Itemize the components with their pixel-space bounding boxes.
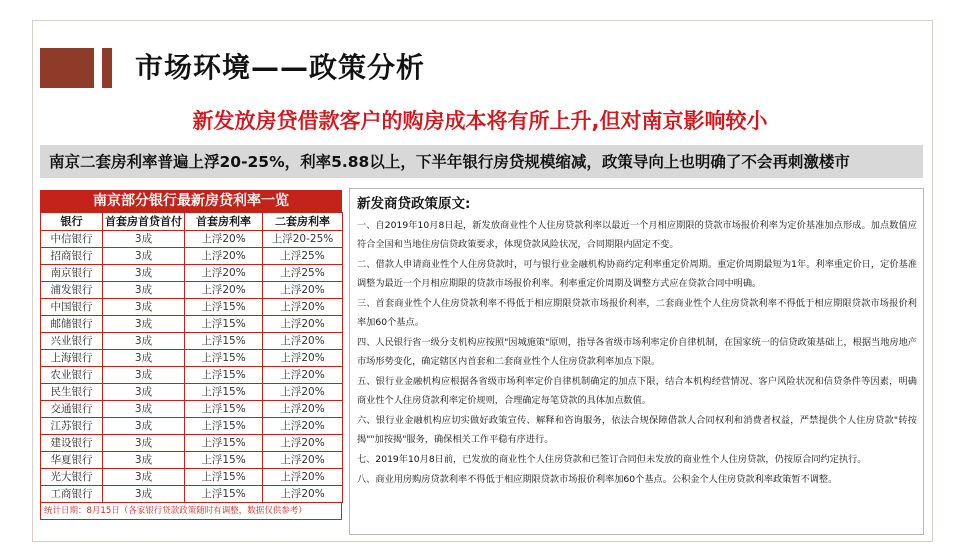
rate-cell: 3成 <box>103 435 185 452</box>
bank-name-cell: 中信银行 <box>41 231 103 248</box>
rate-cell: 3成 <box>103 452 185 469</box>
bank-name-cell: 交通银行 <box>41 401 103 418</box>
bank-name-cell: 农业银行 <box>41 367 103 384</box>
table-row <box>41 350 343 367</box>
rate-cell: 上浮20% <box>263 418 343 435</box>
bank-name-cell: 南京银行 <box>41 265 103 282</box>
rate-cell: 上浮20% <box>263 384 343 401</box>
table-row <box>41 367 343 384</box>
rate-cell: 上浮20% <box>263 282 343 299</box>
policy-item: 七、2019年10月8日前，已发放的商业性个人住房贷款和已签订合同但未发放的商业性个人住房贷款，仍按原合同约定执行。 <box>357 454 867 465</box>
rate-cell: 上浮20% <box>185 248 263 265</box>
table-row <box>41 469 343 486</box>
policy-item: 四、人民银行省一级分支机构应按照"因城施策"原则，指导各省级市场利率定价自律机制，在国家统一的信贷政策基础上，根据当地房地产市场形势变化，确定辖区内首套和二套商业性个人住房贷款利率加点下限。 <box>357 337 917 367</box>
table-row <box>41 435 343 452</box>
rate-cell: 上浮15% <box>185 316 263 333</box>
rate-cell: 上浮20-25% <box>263 231 343 248</box>
rate-cell: 上浮15% <box>185 452 263 469</box>
bank-name-cell: 建设银行 <box>41 435 103 452</box>
rate-cell: 上浮20% <box>263 452 343 469</box>
policy-item-list <box>357 216 917 490</box>
policy-title: 新发商贷政策原文: <box>357 196 471 212</box>
bank-name-cell: 浦发银行 <box>41 282 103 299</box>
rate-cell: 上浮15% <box>185 367 263 384</box>
rate-table <box>40 212 343 503</box>
table-row <box>41 333 343 350</box>
table-row <box>41 486 343 503</box>
column-header: 首套房首贷首付 <box>103 213 185 231</box>
rate-cell: 上浮20% <box>263 486 343 503</box>
rate-cell: 3成 <box>103 350 185 367</box>
policy-item: 五、银行业金融机构应根据各省级市场利率定价自律机制确定的加点下限，结合本机构经营情况、客户风险状况和信贷条件等因素，明确商业性个人住房贷款利率定价规则，合理确定每笔贷款的具体加点数值。 <box>357 376 917 406</box>
table-row <box>41 316 343 333</box>
table-row <box>41 384 343 401</box>
rate-cell: 上浮20% <box>263 299 343 316</box>
rate-cell: 上浮20% <box>263 469 343 486</box>
rate-cell: 上浮15% <box>185 418 263 435</box>
bank-name-cell: 光大银行 <box>41 469 103 486</box>
rate-cell: 上浮20% <box>263 401 343 418</box>
rate-cell: 上浮15% <box>185 333 263 350</box>
table-row <box>41 282 343 299</box>
column-header: 首套房利率 <box>185 213 263 231</box>
table-row <box>41 231 343 248</box>
summary-banner <box>40 145 923 178</box>
bank-name-cell: 民生银行 <box>41 384 103 401</box>
rate-cell: 3成 <box>103 299 185 316</box>
bank-name-cell: 江苏银行 <box>41 418 103 435</box>
policy-item: 二、借款人申请商业性个人住房贷款时，可与银行业金融机构协商约定利率重定价周期。重定价周期最短为1年。利率重定价日，定价基准调整为最近一个月相应期限的贷款市场报价利率。利率重定价周期及调整方式应在贷款合同中明确。 <box>357 259 917 289</box>
bank-name-cell: 工商银行 <box>41 486 103 503</box>
rate-cell: 上浮20% <box>185 265 263 282</box>
table-header-row <box>41 213 343 231</box>
bank-name-cell: 兴业银行 <box>41 333 103 350</box>
rate-cell: 上浮20% <box>263 350 343 367</box>
rate-cell: 上浮20% <box>263 435 343 452</box>
rate-cell: 3成 <box>103 265 185 282</box>
bank-name-cell: 上海银行 <box>41 350 103 367</box>
rate-cell: 3成 <box>103 231 185 248</box>
rate-cell: 3成 <box>103 418 185 435</box>
rate-cell: 上浮15% <box>185 469 263 486</box>
summary-banner-text: 南京二套房利率普遍上浮20-25%，利率5.88以上，下半年银行房贷规模缩减，政策导向上也明确了不会再刺激楼市 <box>49 153 850 171</box>
rate-cell: 上浮15% <box>185 384 263 401</box>
table-row <box>41 418 343 435</box>
table-row <box>41 299 343 316</box>
rate-cell: 上浮20% <box>185 231 263 248</box>
policy-item: 八、商业用房购房贷款利率不得低于相应期限贷款市场报价利率加60个基点。公积金个人住房贷款利率政策暂不调整。 <box>357 474 838 485</box>
rate-cell: 上浮25% <box>263 265 343 282</box>
rate-cell: 上浮15% <box>185 350 263 367</box>
rate-cell: 上浮20% <box>185 282 263 299</box>
rate-cell: 上浮20% <box>263 367 343 384</box>
rate-cell: 3成 <box>103 282 185 299</box>
rate-table-panel <box>40 190 342 520</box>
rate-cell: 3成 <box>103 486 185 503</box>
bank-name-cell: 邮储银行 <box>41 316 103 333</box>
table-footnote: 统计日期：8月15日（各家银行贷款政策随时有调整，数据仅供参考） <box>40 503 342 520</box>
title-accent-block <box>40 48 94 88</box>
rate-cell: 上浮25% <box>263 248 343 265</box>
rate-cell: 3成 <box>103 469 185 486</box>
table-row <box>41 265 343 282</box>
policy-item: 一、自2019年10月8日起，新发放商业性个人住房贷款利率以最近一个月相应期限的贷款市场报价利率为定价基准加点形成。加点数值应符合全国和当地住房信贷政策要求，体现贷款风险状况，合同期限内固定不变。 <box>357 220 917 250</box>
rate-cell: 上浮15% <box>185 299 263 316</box>
rate-cell: 上浮20% <box>263 333 343 350</box>
rate-cell: 3成 <box>103 316 185 333</box>
policy-item: 三、首套商业性个人住房贷款利率不得低于相应期限贷款市场报价利率，二套商业性个人住房贷款利率不得低于相应期限贷款市场报价利率加60个基点。 <box>357 298 917 328</box>
rate-cell: 上浮15% <box>185 401 263 418</box>
policy-item: 六、银行业金融机构应切实做好政策宣传、解释和咨询服务，依法合规保障借款人合同权利和消费者权益，严禁提供个人住房贷款"转按揭""加按揭"服务，确保相关工作平稳有序进行。 <box>357 415 917 445</box>
page-title: 市场环境——政策分析 <box>135 51 426 84</box>
rate-cell: 3成 <box>103 401 185 418</box>
rate-cell: 上浮15% <box>185 435 263 452</box>
rate-cell: 3成 <box>103 367 185 384</box>
rate-cell: 3成 <box>103 248 185 265</box>
rate-cell: 上浮15% <box>185 486 263 503</box>
page-subtitle: 新发放房贷借款客户的购房成本将有所上升,但对南京影响较小 <box>192 109 768 133</box>
title-accent-bar <box>102 48 112 88</box>
bank-name-cell: 中国银行 <box>41 299 103 316</box>
table-row <box>41 248 343 265</box>
column-header: 银行 <box>41 213 103 231</box>
table-row <box>41 401 343 418</box>
bank-name-cell: 华夏银行 <box>41 452 103 469</box>
column-header: 二套房利率 <box>263 213 343 231</box>
bank-name-cell: 招商银行 <box>41 248 103 265</box>
rate-cell: 3成 <box>103 384 185 401</box>
rate-cell: 上浮20% <box>263 316 343 333</box>
table-row <box>41 452 343 469</box>
policy-panel <box>349 188 924 535</box>
rate-cell: 3成 <box>103 333 185 350</box>
rate-table-title: 南京部分银行最新房贷利率一览 <box>40 190 342 212</box>
